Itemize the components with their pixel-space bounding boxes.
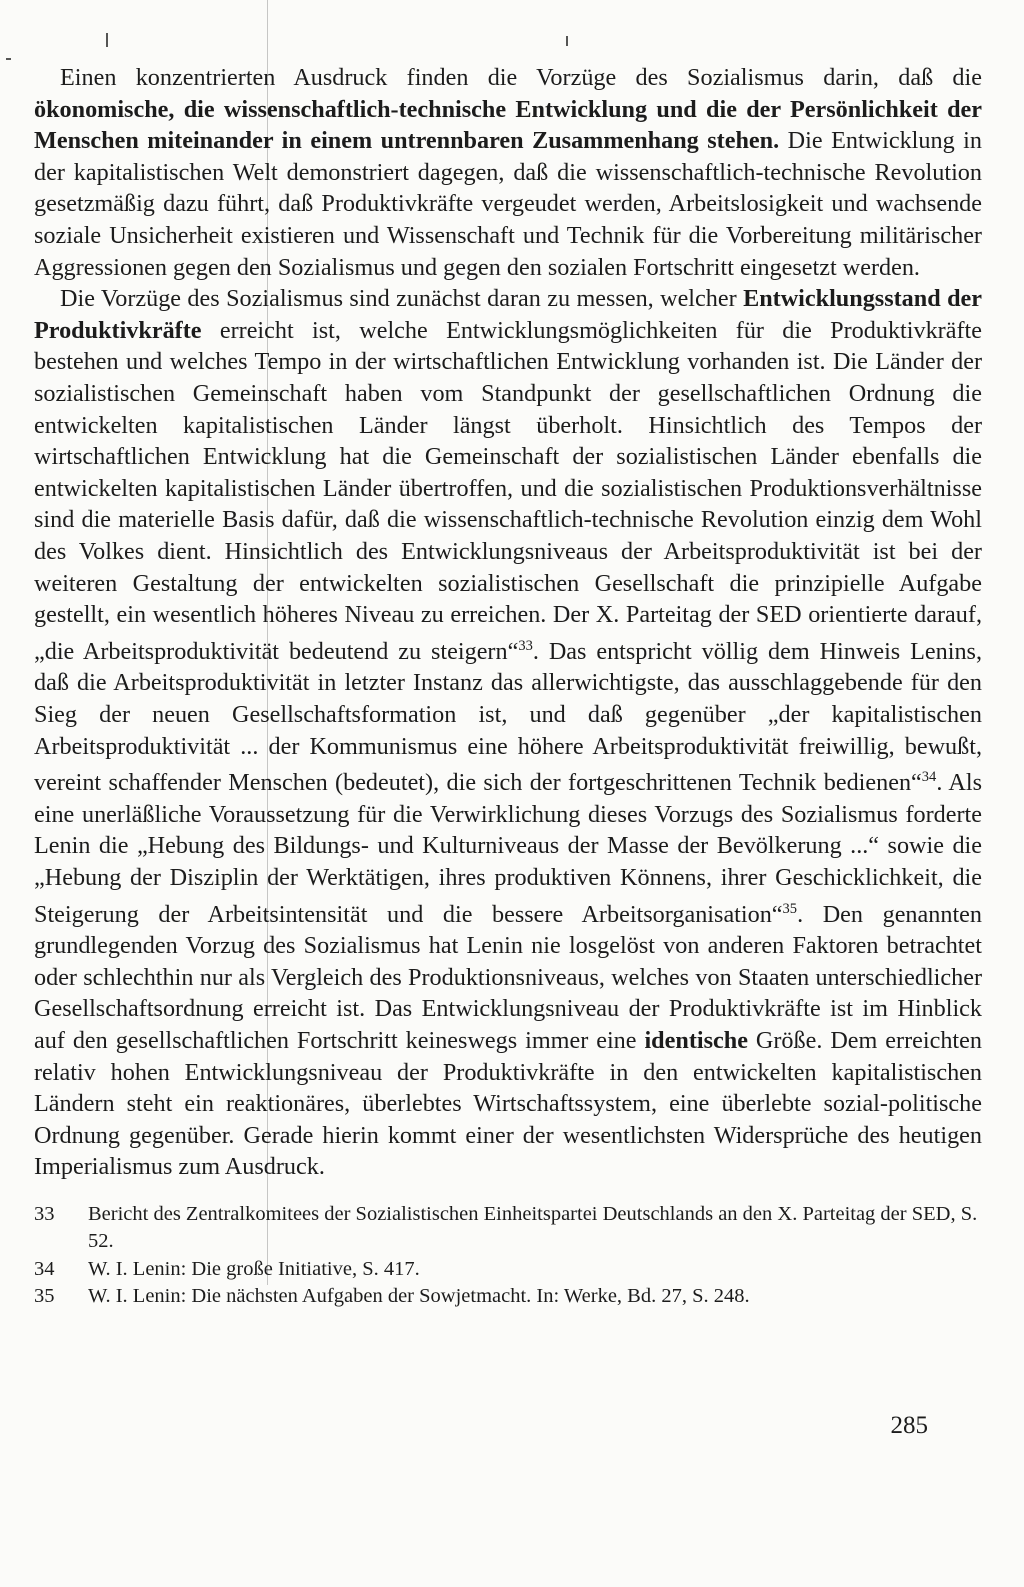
footnote-reference: 33	[518, 637, 533, 654]
footnote-text: W. I. Lenin: Die nächsten Aufgaben der Sowjetmacht. In: Werke, Bd. 27, S. 248.	[88, 1285, 750, 1308]
footnote-34	[34, 1256, 982, 1284]
footnote-35	[34, 1283, 982, 1311]
paragraph-text: Einen konzentrierten Ausdruck finden die Vorzüge des Sozialismus darin, daß die	[60, 64, 982, 91]
emphasized-text: ökonomische, die wissenschaftlich-technische Entwicklung und die der Persönlichkeit der Menschen miteinander in einem untrennbaren Zusammenhang stehen.	[34, 95, 982, 155]
footnote-text: Bericht des Zentralkomitees der Sozialistischen Einheitspartei Deutschlands an den X. Parteitag der SED, S. 52.	[88, 1202, 978, 1253]
body-text	[34, 62, 982, 1183]
scan-speck	[566, 36, 568, 46]
footnote-number: 33	[34, 1202, 55, 1225]
paragraph-text: . Den genannten grundlegenden Vorzug des Sozialismus hat Lenin nie losgelöst von anderen Faktoren betrachtet oder schlechthin nur als Vergleich des Produktionsniveaus, welches von Staaten unterschiedlicher Gesellschaftsordnung erreicht ist. Das Entwicklungsniveau der Produktivkräfte ist im Hinblick auf den gesellschaftlichen Fortschritt keineswegs immer eine	[34, 900, 982, 1054]
document-page	[34, 62, 982, 1311]
footnote-33	[34, 1201, 982, 1256]
paragraph-text: Die Entwicklung in der kapitalistischen Welt demonstriert dagegen, daß die wissenschaftlich-technische Revolution gesetzmäßig dazu führt, daß Produktivkräfte vergeudet werden, Arbeitslosigkeit und wachsende soziale Unsicherheit existieren und Wissenschaft und Technik für die Vorbereitung militärischer Aggressionen gegen den Sozialismus und gegen den sozialen Fortschritt eingesetzt werden.	[34, 127, 982, 281]
footnote-number: 34	[34, 1257, 55, 1280]
paragraph	[34, 283, 982, 1183]
footnotes	[34, 1201, 982, 1311]
footnote-reference: 34	[921, 769, 937, 786]
paragraph	[34, 62, 982, 283]
emphasized-text: identische	[644, 1027, 748, 1054]
scan-speck	[6, 58, 11, 60]
paragraph-text: Die Vorzüge des Sozialismus sind zunächst daran zu messen, welcher	[60, 285, 744, 313]
paragraph-text: Größe. Dem erreichten relativ hohen Entwicklungsniveau der Produktivkräfte in den entwickelten kapitalistischen Ländern steht ein reaktionäres, überlebtes Wirtschaftssystem, eine überlebte sozial-politische Ordnung gegenüber. Gerade hierin kommt einer der wesentlichsten Widersprüche des heutigen Imperialismus zum Ausdruck.	[34, 1027, 982, 1181]
emphasized-text: Entwicklungsstand der Produktivkräfte	[34, 285, 982, 344]
footnote-text: W. I. Lenin: Die große Initiative, S. 417.	[88, 1257, 420, 1280]
paragraph-text: . Das entspricht völlig dem Hinweis Lenins, daß die Arbeitsproduktivität in letzter Instanz das allerwichtigste, das ausschlaggebende für den Sieg der neuen Gesellschaftsformation ist, und daß gegenüber „der kapitalistischen Arbeitsproduktivität ... der Kommunismus eine höhere Arbeitsproduktivität freiwillig, bewußt, vereint schaffender Menschen (bedeutet), die sich der fortgeschrittenen Technik bedienen“	[34, 637, 982, 797]
scan-speck	[106, 33, 108, 47]
page-number: 285	[890, 1412, 928, 1439]
paragraph-text: erreicht ist, welche Entwicklungsmöglichkeiten für die Produktivkräfte bestehen und welches Tempo in der wirtschaftlichen Entwicklung vorhanden ist. Die Länder der sozialistischen Gemeinschaft haben vom Standpunkt der gesellschaftlichen Ordnung die entwickelten kapitalistischen Länder längst überholt. Hinsichtlich des Tempos der wirtschaftlichen Entwicklung hat die Gemeinschaft der sozialistischen Länder ebenfalls die entwickelten kapitalistischen Länder übertroffen, und die sozialistischen Produktionsverhältnisse sind die materielle Basis dafür, daß die wissenschaftlich-technische Revolution einzig dem Wohl des Volkes dient. Hinsichtlich des Entwicklungsniveaus der Arbeitsproduktivität ist bei der weiteren Gestaltung der entwickelten sozialistischen Gesellschaft die prinzipielle Aufgabe gestellt, ein wesentlich höheres Niveau zu erreichen. Der X. Parteitag der SED orientierte darauf, „die Arbeitsproduktivität bedeutend zu steigern“	[34, 316, 982, 665]
paragraph-text: . Als eine unerläßliche Voraussetzung für die Verwirklichung dieses Vorzugs des Sozialismus forderte Lenin die „Hebung des Bildungs- und Kulturniveaus der Masse der Bevölkerung ...“ sowie die „Hebung der Disziplin der Werktätigen, ihres produktiven Könnens, ihrer Geschicklichkeit, die Steigerung der Arbeitsintensität und die bessere Arbeitsorganisation“	[34, 769, 982, 928]
footnote-reference: 35	[782, 900, 798, 917]
footnote-number: 35	[34, 1285, 55, 1308]
